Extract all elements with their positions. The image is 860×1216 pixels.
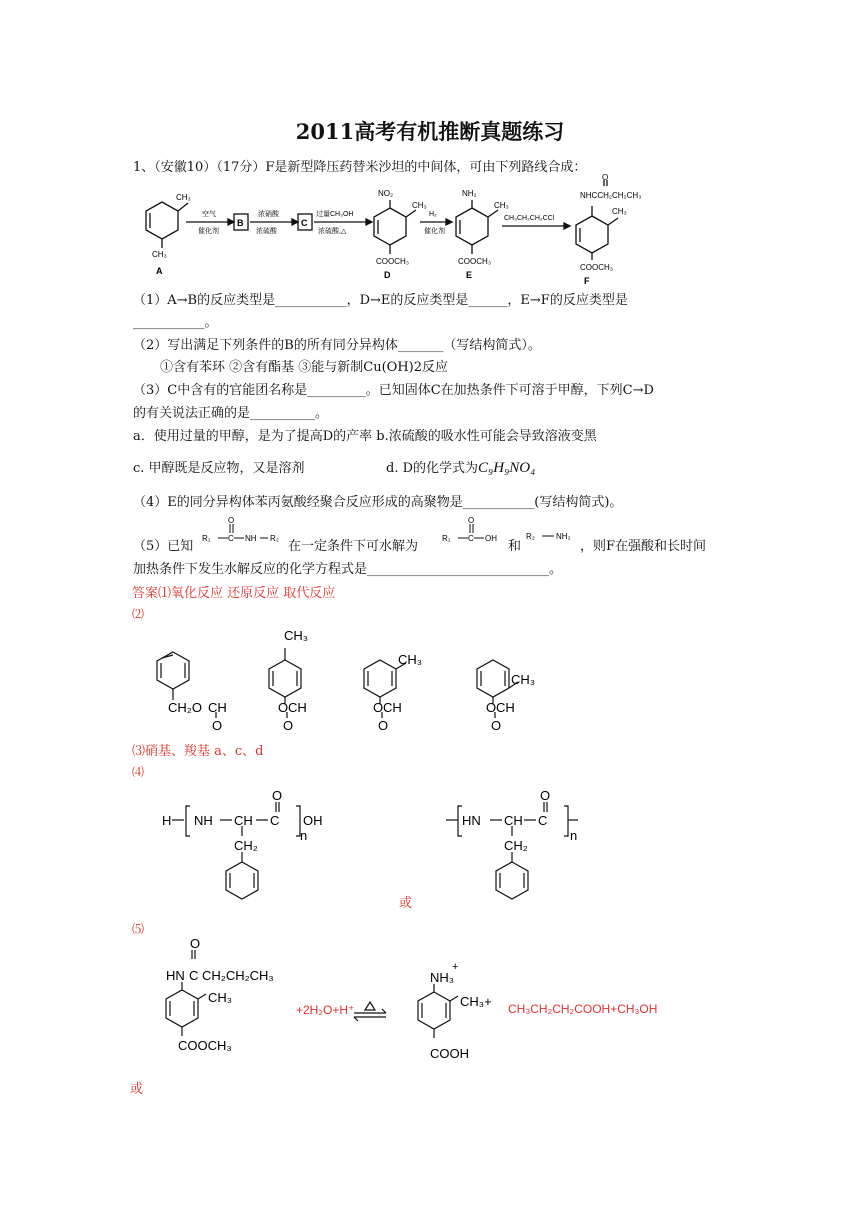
d-no2: NO₂ bbox=[378, 189, 394, 198]
question-3-option-a: a．使用过量的甲醇，是为了提高D的产率 b.浓硫酸的吸水性可能会导致溶液变黑 bbox=[133, 429, 597, 444]
svg-text:+: + bbox=[452, 961, 459, 973]
question-5-and: 和 bbox=[508, 539, 522, 554]
question-2: （2）写出满足下列条件的B的所有同分异构体_______（写结构简式）。 bbox=[133, 338, 541, 353]
svg-text:CH₃: CH₃ bbox=[511, 672, 536, 687]
svg-text:COOCH₃: COOCH₃ bbox=[178, 1038, 232, 1053]
svg-text:CH: CH bbox=[208, 700, 227, 715]
svg-text:C: C bbox=[228, 534, 234, 543]
question-5-cont: 加热条件下发生水解反应的化学方程式是____________________________。 bbox=[133, 562, 563, 577]
svg-text:CH₂: CH₂ bbox=[234, 838, 258, 853]
answer-2-label: ⑵ bbox=[132, 607, 145, 621]
svg-text:CH: CH bbox=[496, 700, 515, 715]
svg-text:+2H₂O+H⁺: +2H₂O+H⁺ bbox=[296, 1003, 355, 1017]
svg-text:NH₂: NH₂ bbox=[556, 532, 571, 541]
label-d: D bbox=[384, 270, 391, 280]
svg-text:OH: OH bbox=[303, 813, 323, 828]
arrow2-bottom: 浓硫酸 bbox=[256, 228, 277, 235]
svg-text:O: O bbox=[491, 718, 502, 733]
label-e: E bbox=[466, 270, 473, 280]
svg-text:O: O bbox=[468, 516, 475, 525]
svg-text:CH₂: CH₂ bbox=[504, 838, 528, 853]
question-1: （1）A→B的反应类型是___________，D→E的反应类型是______，E→F的反应类型是 bbox=[133, 293, 628, 308]
svg-text:H: H bbox=[162, 813, 172, 828]
answer-4-structures bbox=[160, 780, 600, 900]
label-a-ch3-top: CH₃ bbox=[176, 193, 191, 202]
answer-3: ⑶硝基、羧基 a、c、d bbox=[132, 744, 264, 759]
question-intro: 1、（安徽10）（17分）F是新型降压药替米沙坦的中间体，可由下列路线合成： bbox=[133, 160, 587, 175]
svg-text:CH₂O: CH₂O bbox=[168, 700, 202, 715]
e-nh2: NH₂ bbox=[462, 189, 477, 198]
question-5-post: ，则F在强酸和长时间 bbox=[580, 539, 707, 554]
svg-text:O: O bbox=[272, 788, 283, 803]
svg-text:CH: CH bbox=[234, 813, 253, 828]
svg-text:n: n bbox=[300, 828, 308, 843]
amine-structure bbox=[524, 524, 580, 544]
svg-text:R₂: R₂ bbox=[526, 532, 535, 541]
answer-1: 答案⑴氧化反应 还原反应 取代反应 bbox=[132, 586, 336, 601]
svg-text:NH: NH bbox=[194, 813, 213, 828]
svg-text:O: O bbox=[540, 788, 551, 803]
svg-text:R₁: R₁ bbox=[202, 534, 211, 543]
svg-text:OH: OH bbox=[485, 534, 497, 543]
question-5-pre: （5）已知 bbox=[133, 539, 194, 554]
svg-text:HN: HN bbox=[462, 813, 481, 828]
svg-text:R₂: R₂ bbox=[270, 534, 279, 543]
d-ch3: CH₃ bbox=[412, 201, 427, 210]
svg-text:CH: CH bbox=[288, 700, 307, 715]
e-ch3: CH₃ bbox=[494, 201, 509, 210]
f-chain: NHCCH₂CH₂CH₃ bbox=[580, 191, 642, 200]
answer-4-label: ⑷ bbox=[132, 765, 145, 779]
svg-text:O: O bbox=[373, 700, 384, 715]
arrow3-top: 过量CH₃OH bbox=[316, 211, 354, 218]
svg-text:O: O bbox=[228, 516, 235, 525]
answer-5-label: ⑸ bbox=[132, 922, 145, 936]
question-3: （3）C中含有的官能团名称是_________。已知固体C在加热条件下可溶于甲醇，下列C→D bbox=[133, 383, 654, 398]
svg-text:CH₃: CH₃ bbox=[208, 990, 233, 1005]
d-cooch3: COOCH₃ bbox=[376, 257, 410, 266]
svg-text:O: O bbox=[278, 700, 289, 715]
e-cooch3: COOCH₃ bbox=[458, 257, 492, 266]
svg-text:C: C bbox=[538, 813, 548, 828]
arrow2-top: 浓硝酸 bbox=[258, 211, 279, 218]
answer-2-structures bbox=[140, 620, 560, 740]
synthesis-scheme bbox=[130, 173, 690, 288]
arrow1-top: 空气 bbox=[202, 211, 216, 218]
svg-text:CH₃CH₂CH₂COOH+CH₃OH: CH₃CH₂CH₂COOH+CH₃OH bbox=[508, 1002, 658, 1016]
arrow3-bottom: 浓硫酸,△ bbox=[318, 228, 347, 235]
svg-text:CH: CH bbox=[383, 700, 402, 715]
formula: C₉H₉NO₄ bbox=[478, 460, 536, 476]
label-a: A bbox=[156, 266, 163, 276]
svg-text:O: O bbox=[378, 718, 389, 733]
svg-text:C: C bbox=[270, 813, 280, 828]
f-ch3: CH₃ bbox=[612, 207, 627, 216]
svg-text:R₁: R₁ bbox=[442, 534, 451, 543]
answer-5-equation bbox=[160, 936, 658, 1070]
svg-text:CH₃: CH₃ bbox=[284, 628, 309, 643]
label-f: F bbox=[584, 276, 590, 286]
question-3-cont: 的有关说法正确的是__________。 bbox=[133, 406, 329, 421]
arrow4-bottom: 催化剂 bbox=[424, 228, 445, 235]
arrow5-top: CH₃CH₂CH₂CCl bbox=[504, 215, 555, 222]
svg-text:C CH₂CH₂CH₃: C CH₂CH₂CH₃ bbox=[189, 968, 274, 983]
svg-text:O: O bbox=[283, 718, 294, 733]
page-title: 2011高考有机推断真题练习 bbox=[295, 119, 565, 144]
svg-text:HN: HN bbox=[166, 968, 185, 983]
question-3-option-d: d. D的化学式为C₉H₉NO₄ bbox=[386, 460, 536, 476]
acid-structure bbox=[440, 516, 510, 546]
f-o: O bbox=[602, 173, 609, 182]
svg-text:NH₃: NH₃ bbox=[430, 970, 455, 985]
svg-text:CH₃+: CH₃+ bbox=[460, 994, 492, 1009]
svg-text:O: O bbox=[486, 700, 497, 715]
svg-text:C: C bbox=[468, 534, 474, 543]
label-a-ch3-bottom: CH₃ bbox=[152, 250, 167, 259]
svg-text:O: O bbox=[190, 936, 201, 951]
arrow1-bottom: 催化剂 bbox=[198, 228, 219, 235]
question-1-cont: ___________。 bbox=[133, 315, 218, 330]
box-b-label: B bbox=[237, 218, 244, 228]
svg-text:NH: NH bbox=[245, 534, 257, 543]
question-3-option-c: c. 甲醇既是反应物，又是溶剂 bbox=[133, 461, 305, 476]
box-c-label: C bbox=[301, 218, 308, 228]
answer-5-or: 或 bbox=[130, 1082, 144, 1097]
arrow4-top: H₂ bbox=[429, 211, 437, 218]
f-cooch3: COOCH₃ bbox=[580, 263, 614, 272]
question-2-conditions: ①含有苯环 ②含有酯基 ③能与新制Cu(OH)2反应 bbox=[160, 360, 448, 375]
svg-text:n: n bbox=[570, 828, 578, 843]
svg-text:COOH: COOH bbox=[430, 1046, 469, 1061]
svg-text:CH₃: CH₃ bbox=[398, 652, 423, 667]
svg-text:O: O bbox=[212, 718, 223, 733]
svg-text:CH: CH bbox=[504, 813, 523, 828]
answer-4-or: 或 bbox=[399, 896, 413, 911]
question-4: （4）E的同分异构体苯丙氨酸经聚合反应形成的高聚物是___________(写结构简式)。 bbox=[133, 495, 623, 510]
amide-structure bbox=[200, 516, 290, 546]
question-5-mid: 在一定条件下可水解为 bbox=[288, 539, 419, 554]
